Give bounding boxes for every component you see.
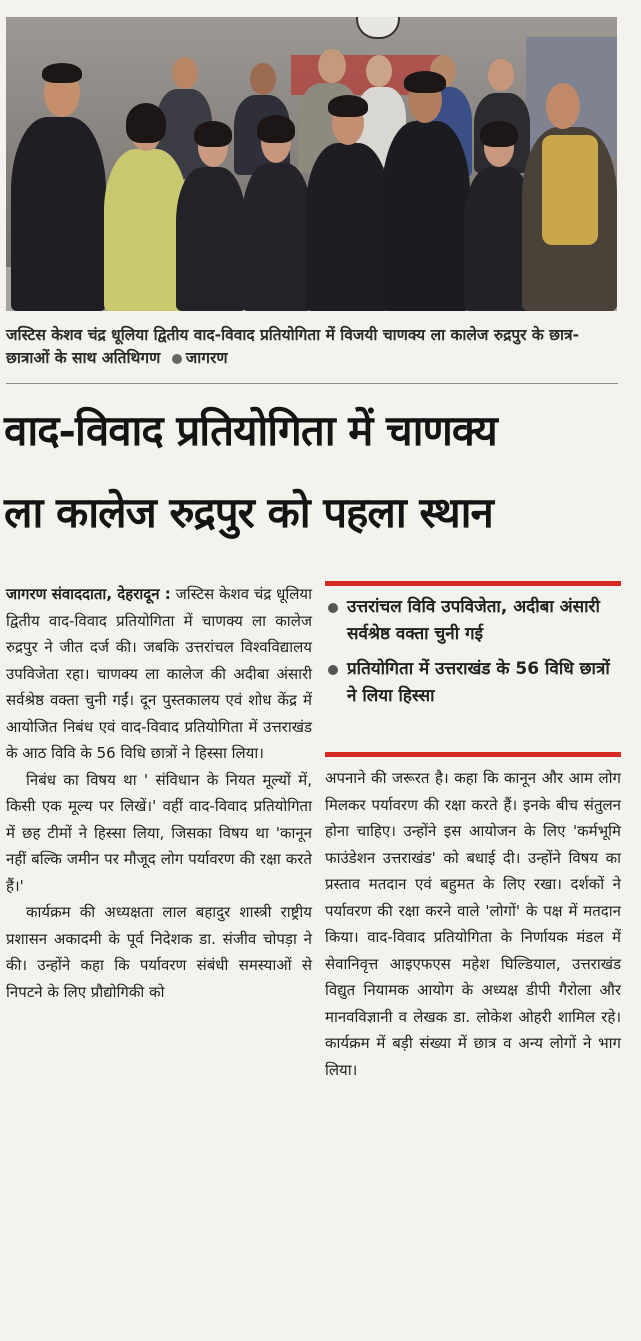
headline — [4, 390, 624, 554]
bullet-dot-icon — [328, 603, 338, 613]
article-column-left — [6, 581, 312, 1005]
article-paragraph-1-text: जस्टिस केशव चंद्र धूलिया द्वितीय वाद-विवाद प्रतियोगिता में चाणक्य ला कालेज रुद्रपुर ने जीत दर्ज की। जबकि उत्तरांचल विश्वविद्यालय उपविजेता रहा। चाणक्य ला कालेज की अदीबा अंसारी सर्वश्रेष्ठ वक्ता चुनी गईं। दून पुस्तकालय एवं शोध केंद्र में आयोजित निबंध एवं वाद-विवाद प्रतियोगिता में उत्तराखंड के आठ विवि के 56 विधि छात्रों ने हिस्सा लिया। — [6, 585, 312, 762]
highlight-box — [325, 581, 621, 710]
highlight-text: उत्तरांचल विवि उपविजेता, अदीबा अंसारी सर्वश्रेष्ठ वक्ता चुनी गई — [347, 597, 600, 644]
headline-line-1: वाद-विवाद प्रतियोगिता में चाणक्य — [4, 406, 497, 455]
headline-line-2: ला कालेज रुद्रपुर को पहला स्थान — [4, 488, 493, 537]
divider — [6, 383, 618, 384]
article-paragraph-3: कार्यक्रम की अध्यक्षता लाल बहादुर शास्त्री राष्ट्रीय प्रशासन अकादमी के पूर्व निदेशक डा. संजीव चोपड़ा ने की। उन्होंने कहा कि पर्यावरण संबंधी समस्याओं से निपटने के लिए प्रौद्योगिकी को — [6, 903, 312, 1001]
highlight-item — [325, 594, 621, 648]
bullet-dot-icon — [172, 354, 182, 364]
article-column-right — [325, 765, 621, 1083]
article-paragraph-2: निबंध का विषय था ' संविधान के नियत मूल्यों में, किसी एक मूल्य पर लिखें।' वहीं वाद-विवाद प्रतियोगिता में छह टीमों ने हिस्सा लिया, जिसका विषय था 'कानून नहीं बल्कि जमीन पर मौजूद लोग पर्यावरण की रक्षा करते हैं।' — [6, 770, 312, 895]
group-photo — [6, 17, 617, 311]
caption-text: जस्टिस केशव चंद्र धूलिया द्वितीय वाद-विवाद प्रतियोगिता में विजयी चाणक्य ला कालेज रुद्रपुर के छात्र-छात्राओं के साथ अतिथिगण — [6, 326, 580, 367]
bullet-dot-icon — [328, 665, 338, 675]
wall-clock — [356, 17, 400, 39]
photo-caption — [6, 324, 616, 370]
highlight-text: प्रतियोगिता में उत्तराखंड के 56 विधि छात्रों ने लिया हिस्सा — [347, 659, 610, 706]
photo-credit: जागरण — [185, 349, 228, 367]
highlight-rule-bottom — [325, 752, 621, 757]
article-paragraph-4: अपनाने की जरूरत है। कहा कि कानून और आम लोग मिलकर पर्यावरण की रक्षा करते हैं। इनके बीच संतुलन होना चाहिए। उन्होंने इस आयोजन के लिए 'कर्मभूमि फाउंडेशन उत्तराखंड' को बधाई दी। उन्होंने विषय का प्रस्ताव मतदान एवं बहुमत के लिए रखा। दर्शकों ने पर्यावरण की रक्षा करने वाले 'लोगों' के पक्ष में मतदान किया। वाद-विवाद प्रतियोगिता के निर्णायक मंडल में सेवानिवृत्त आइएफएस महेश घिल्डियाल, उत्तराखंड विद्युत नियामक आयोग के अध्यक्ष डीपी गैरोला और मानवविज्ञानी व लेखक डा. लोकेश ओहरी शामिल रहे। कार्यक्रम में बड़ी संख्या में छात्र व अन्य लोगों ने भाग लिया। — [325, 769, 621, 1079]
article-paragraph-1 — [6, 581, 312, 767]
byline: जागरण संवाददाता, देहरादून : — [6, 585, 171, 603]
highlight-item — [325, 656, 621, 710]
highlight-rule-top — [325, 581, 621, 586]
